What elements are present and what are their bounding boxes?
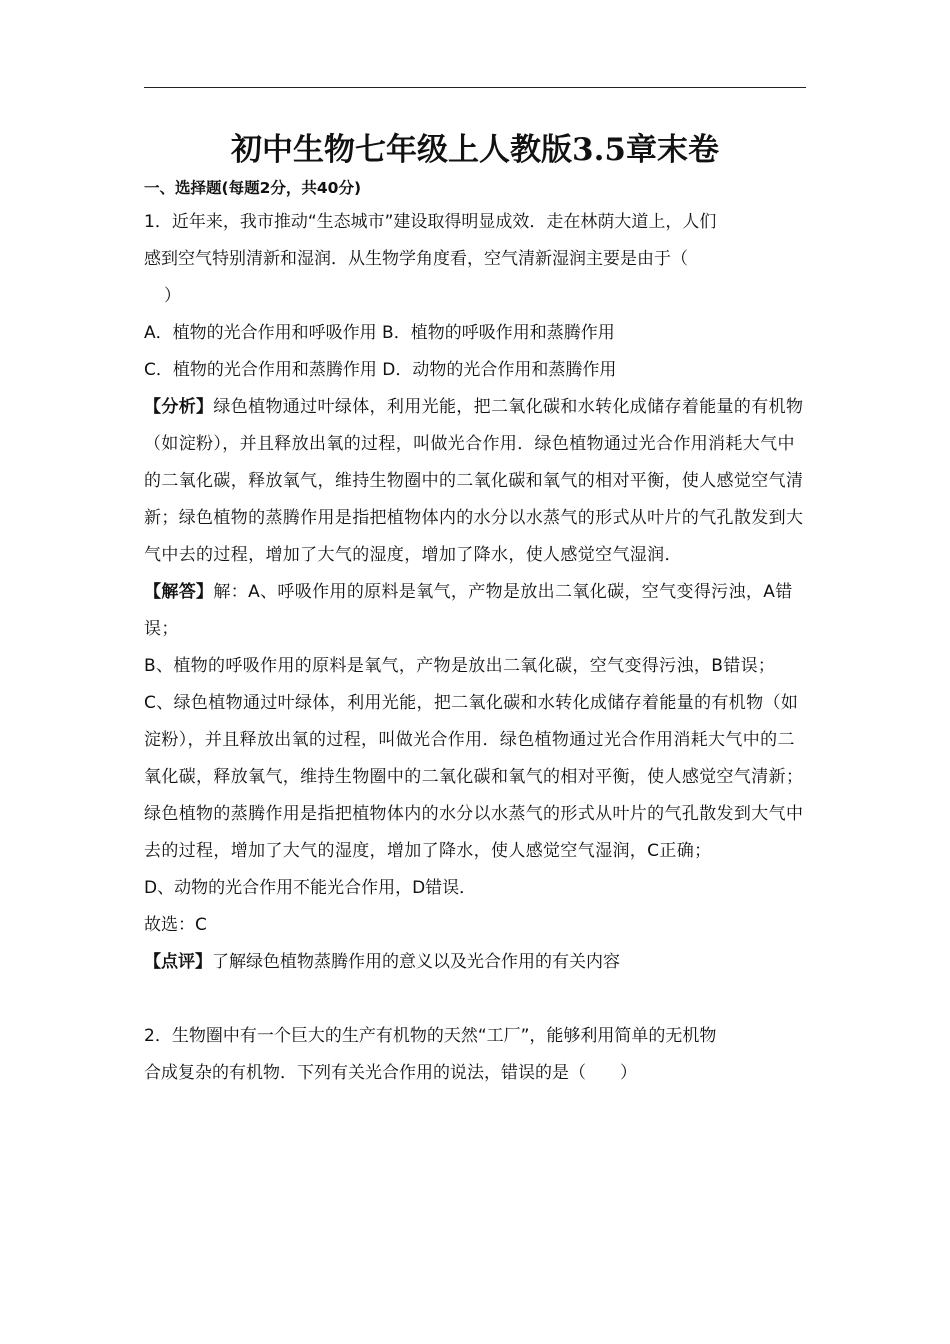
q1-analysis [144,389,809,574]
document-body [144,176,809,1092]
question-2 [144,1018,809,1092]
section-heading: 一、选择题(每题2分，共40分) [144,179,362,197]
comment-label: 【点评】 [144,952,212,972]
question-gap [144,981,809,1018]
answer-text: 解：A、呼吸作用的原料是氧气，产物是放出二氧化碳，空气变得污浊，A错误； [144,582,793,639]
question-1 [144,204,809,981]
q1-stem-line-1: 1．近年来，我市推动“生态城市”建设取得明显成效．走在林荫大道上，人们 [144,212,717,232]
q1-answer-d: D、动物的光合作用不能光合作用，D错误． [144,878,477,898]
analysis-label: 【分析】 [144,397,214,417]
q1-options-ab: A．植物的光合作用和呼吸作用 B．植物的呼吸作用和蒸腾作用 [144,323,615,343]
q1-answer-c: C、绿色植物通过叶绿体，利用光能，把二氧化碳和水转化成储存着能量的有机物（如淀粉），并且释放出氧的过程，叫做光合作用．绿色植物通过光合作用消耗大气中的二氧化碳，释放氧气，维持生物圈中的二氧化碳和氧气的相对平衡，使人感觉空气清新；绿色植物的蒸腾作用是指把植物体内的水分以水蒸气的形式从叶片的气孔散发到大气中去的过程，增加了大气的湿度，增加了降水，使人感觉空气湿润，C正确； [144,693,804,861]
q1-stem-line-2: 感到空气特别清新和湿润．从生物学角度看，空气清新湿润主要是由于（ [144,249,688,269]
q1-answer [144,574,809,648]
document-title: 初中生物七年级上人教版3.5章末卷 [231,132,719,168]
header-rule [144,87,806,88]
q1-answer-b: B、植物的呼吸作用的原料是氧气，产物是放出二氧化碳，空气变得污浊，B错误； [144,656,776,676]
answer-label: 【解答】 [144,582,214,602]
analysis-text: 绿色植物通过叶绿体，利用光能，把二氧化碳和水转化成储存着能量的有机物（如淀粉），并且释放出氧的过程，叫做光合作用．绿色植物通过光合作用消耗大气中的二氧化碳，释放氧气，维持生物圈中的二氧化碳和氧气的相对平衡，使人感觉空气清新；绿色植物的蒸腾作用是指把植物体内的水分以水蒸气的形式从叶片的气孔散发到大气中去的过程，增加了大气的湿度，增加了降水，使人感觉空气湿润． [144,397,804,565]
q1-choice: 故选：C [144,915,207,935]
q1-options-cd: C．植物的光合作用和蒸腾作用 D．动物的光合作用和蒸腾作用 [144,360,617,380]
q2-stem-line-2: 合成复杂的有机物．下列有关光合作用的说法，错误的是（ ） [144,1063,637,1083]
q1-comment [144,944,809,981]
comment-text: 了解绿色植物蒸腾作用的意义以及光合作用的有关内容 [212,952,620,972]
q2-stem-line-1: 2．生物圈中有一个巨大的生产有机物的天然“工厂”，能够利用简单的无机物 [144,1026,717,1046]
q1-stem-line-3: ） [164,286,181,306]
